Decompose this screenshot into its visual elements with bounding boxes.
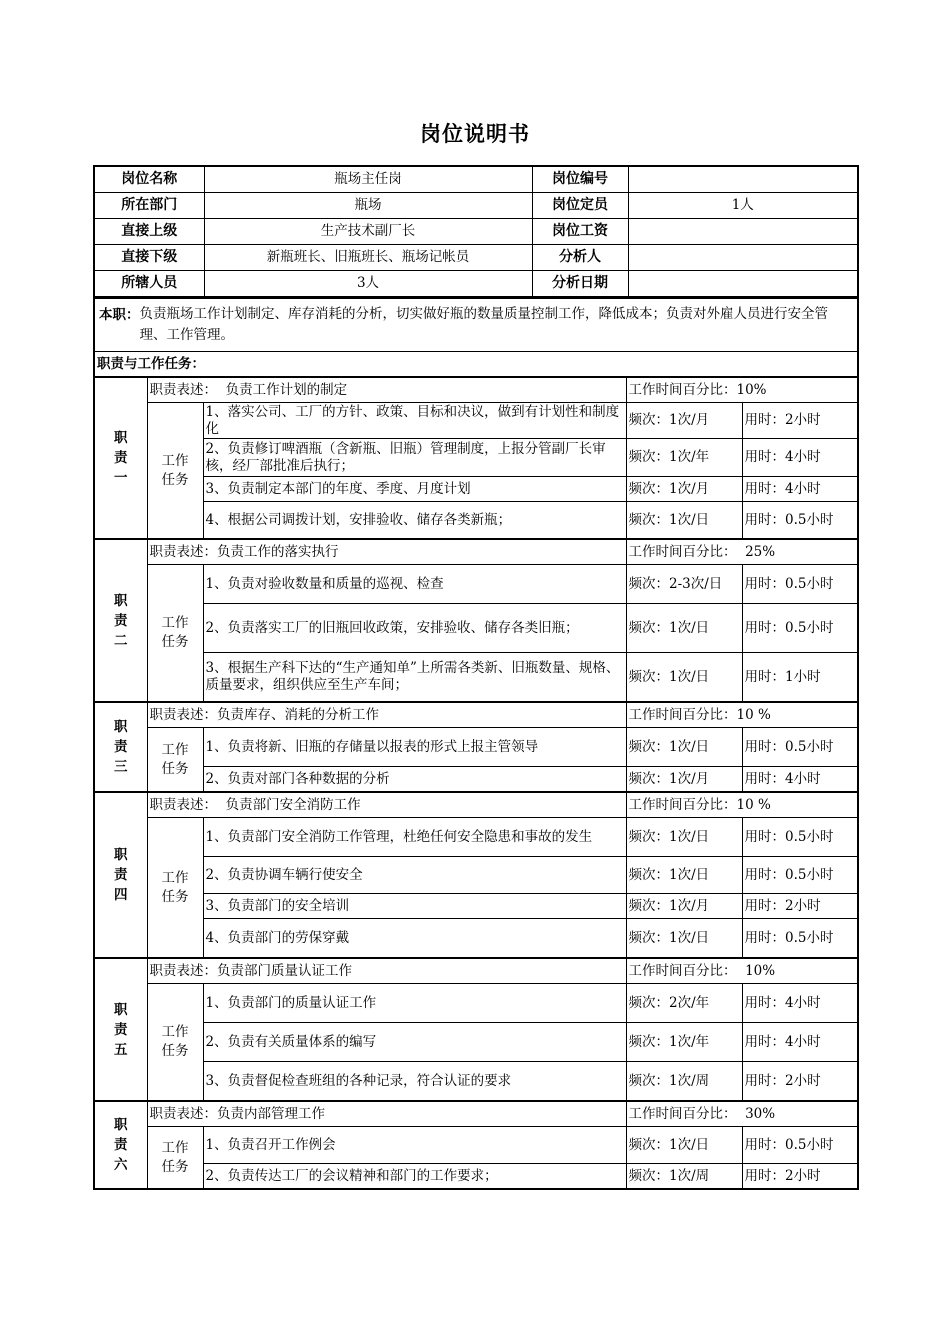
duty-description: 职责表述：负责库存、消耗的分析工作 <box>147 702 626 728</box>
task-text: 2、负责传达工厂的会议精神和部门的工作要求； <box>203 1164 626 1190</box>
task-text: 2、负责落实工厂的旧瓶回收政策，安排验收、储存各类旧瓶； <box>203 604 626 653</box>
task-duration: 用时：4小时 <box>742 439 858 477</box>
task-row <box>94 439 858 477</box>
duty-time-percent: 工作时间百分比：10 % <box>626 792 858 818</box>
position-name-label: 岗位名称 <box>94 166 204 193</box>
task-duration: 用时：0.5小时 <box>742 818 858 857</box>
info-row <box>94 245 858 271</box>
task-frequency: 频次：2-3次/日 <box>626 565 742 604</box>
task-duration: 用时：0.5小时 <box>742 1127 858 1164</box>
benzhi-label: 本职： <box>99 307 140 323</box>
info-row <box>94 271 858 298</box>
duty-time-percent: 工作时间百分比：10% <box>626 377 858 403</box>
duty-description: 职责表述： 负责部门安全消防工作 <box>147 792 626 818</box>
task-frequency: 频次：1次/月 <box>626 477 742 502</box>
subordinate-label: 直接下级 <box>94 245 204 271</box>
duty-name: 职责二 <box>94 539 147 702</box>
task-row <box>94 818 858 857</box>
duty-time-percent: 工作时间百分比：10 % <box>626 702 858 728</box>
department-label: 所在部门 <box>94 193 204 219</box>
task-text: 2、负责协调车辆行使安全 <box>203 857 626 894</box>
task-text: 1、负责将新、旧瓶的存储量以报表的形式上报主管领导 <box>203 728 626 767</box>
task-frequency: 频次：1次/月 <box>626 403 742 439</box>
task-frequency: 频次：1次/日 <box>626 604 742 653</box>
task-frequency: 频次：1次/日 <box>626 857 742 894</box>
section-header: 职责与工作任务： <box>94 352 858 378</box>
task-row <box>94 1062 858 1102</box>
task-duration: 用时：4小时 <box>742 1023 858 1062</box>
task-frequency: 频次：1次/周 <box>626 1164 742 1190</box>
task-label: 工作任务 <box>147 403 203 540</box>
task-frequency: 频次：1次/月 <box>626 767 742 793</box>
task-text: 2、负责对部门各种数据的分析 <box>203 767 626 793</box>
superior-value: 生产技术副厂长 <box>204 219 532 245</box>
task-duration: 用时：0.5小时 <box>742 919 858 959</box>
task-duration: 用时：4小时 <box>742 477 858 502</box>
task-row <box>94 728 858 767</box>
benzhi-text: 负责瓶场工作计划制定、库存消耗的分析，切实做好瓶的数量质量控制工作，降低成本；负责对外雇人员进行安全管理、工作管理。 <box>139 306 828 343</box>
task-row <box>94 565 858 604</box>
task-frequency: 频次：1次/日 <box>626 919 742 959</box>
task-frequency: 频次：1次/周 <box>626 1062 742 1102</box>
task-frequency: 频次：1次/日 <box>626 818 742 857</box>
task-duration: 用时：0.5小时 <box>742 565 858 604</box>
analysis-date-label: 分析日期 <box>532 271 628 298</box>
task-row <box>94 767 858 793</box>
task-duration: 用时：0.5小时 <box>742 502 858 540</box>
benzhi-row <box>94 299 858 352</box>
duty-name: 职责五 <box>94 958 147 1101</box>
task-text: 4、负责部门的劳保穿戴 <box>203 919 626 959</box>
task-duration: 用时：2小时 <box>742 403 858 439</box>
duties-table <box>93 298 859 1190</box>
duty-description: 职责表述：负责工作的落实执行 <box>147 539 626 565</box>
duty-description: 职责表述： 负责工作计划的制定 <box>147 377 626 403</box>
task-duration: 用时：2小时 <box>742 1164 858 1190</box>
staff-label: 所辖人员 <box>94 271 204 298</box>
task-text: 1、负责部门的质量认证工作 <box>203 984 626 1023</box>
task-row <box>94 477 858 502</box>
task-duration: 用时：1小时 <box>742 653 858 703</box>
page-title: 岗位说明书 <box>420 122 530 146</box>
task-frequency: 频次：1次/日 <box>626 502 742 540</box>
duty-desc-row <box>94 702 858 728</box>
task-frequency: 频次：1次/年 <box>626 1023 742 1062</box>
task-duration: 用时：0.5小时 <box>742 604 858 653</box>
duty-desc-row <box>94 1101 858 1127</box>
task-duration: 用时：2小时 <box>742 1062 858 1102</box>
task-duration: 用时：0.5小时 <box>742 728 858 767</box>
task-row <box>94 653 858 703</box>
task-text: 1、落实公司、工厂的方针、政策、目标和决议，做到有计划性和制度化 <box>203 403 626 439</box>
salary-label: 岗位工资 <box>532 219 628 245</box>
task-duration: 用时：4小时 <box>742 984 858 1023</box>
task-label: 工作任务 <box>147 984 203 1102</box>
duty-name: 职责三 <box>94 702 147 792</box>
section-header-row <box>94 352 858 378</box>
task-text: 3、根据生产科下达的“生产通知单”上所需各类新、旧瓶数量、规格、质量要求，组织供应至生产车间； <box>203 653 626 703</box>
duty-desc-row <box>94 792 858 818</box>
task-text: 3、负责部门的安全培训 <box>203 894 626 919</box>
duty-description: 职责表述：负责内部管理工作 <box>147 1101 626 1127</box>
task-row <box>94 1023 858 1062</box>
task-row <box>94 919 858 959</box>
duty-time-percent: 工作时间百分比： 30% <box>626 1101 858 1127</box>
task-row <box>94 984 858 1023</box>
duty-desc-row <box>94 377 858 403</box>
duty-desc-row <box>94 539 858 565</box>
headcount-label: 岗位定员 <box>532 193 628 219</box>
duty-name: 职责四 <box>94 792 147 958</box>
task-text: 3、负责制定本部门的年度、季度、月度计划 <box>203 477 626 502</box>
task-text: 1、负责部门安全消防工作管理，杜绝任何安全隐患和事故的发生 <box>203 818 626 857</box>
task-text: 1、负责召开工作例会 <box>203 1127 626 1164</box>
task-frequency: 频次：1次/日 <box>626 1127 742 1164</box>
task-row <box>94 502 858 540</box>
duty-description: 职责表述：负责部门质量认证工作 <box>147 958 626 984</box>
duty-desc-row <box>94 958 858 984</box>
subordinate-value: 新瓶班长、旧瓶班长、瓶场记帐员 <box>204 245 532 271</box>
task-row <box>94 857 858 894</box>
duty-name: 职责一 <box>94 377 147 539</box>
task-label: 工作任务 <box>147 565 203 703</box>
task-label: 工作任务 <box>147 818 203 959</box>
salary-value <box>628 219 858 245</box>
headcount-value: 1人 <box>628 193 858 219</box>
position-code-label: 岗位编号 <box>532 166 628 193</box>
analyst-label: 分析人 <box>532 245 628 271</box>
task-frequency: 频次：1次/日 <box>626 653 742 703</box>
info-row <box>94 166 858 193</box>
task-frequency: 频次：1次/日 <box>626 728 742 767</box>
duty-time-percent: 工作时间百分比： 10% <box>626 958 858 984</box>
info-row <box>94 193 858 219</box>
analysis-date-value <box>628 271 858 298</box>
duty-name: 职责六 <box>94 1101 147 1189</box>
task-duration: 用时：2小时 <box>742 894 858 919</box>
task-text: 2、负责有关质量体系的编写 <box>203 1023 626 1062</box>
task-frequency: 频次：1次/月 <box>626 894 742 919</box>
duty-time-percent: 工作时间百分比： 25% <box>626 539 858 565</box>
task-label: 工作任务 <box>147 1127 203 1190</box>
basic-info-table <box>93 165 859 298</box>
task-row <box>94 1127 858 1164</box>
task-row <box>94 894 858 919</box>
task-row <box>94 604 858 653</box>
info-row <box>94 219 858 245</box>
task-row <box>94 403 858 439</box>
position-name-value: 瓶场主任岗 <box>204 166 532 193</box>
task-label: 工作任务 <box>147 728 203 793</box>
superior-label: 直接上级 <box>94 219 204 245</box>
position-code-value <box>628 166 858 193</box>
task-text: 4、根据公司调拨计划，安排验收、储存各类新瓶； <box>203 502 626 540</box>
task-duration: 用时：4小时 <box>742 767 858 793</box>
task-text: 1、负责对验收数量和质量的巡视、检查 <box>203 565 626 604</box>
task-frequency: 频次：1次/年 <box>626 439 742 477</box>
staff-value: 3人 <box>204 271 532 298</box>
department-value: 瓶场 <box>204 193 532 219</box>
task-duration: 用时：0.5小时 <box>742 857 858 894</box>
task-text: 3、负责督促检查班组的各种记录，符合认证的要求 <box>203 1062 626 1102</box>
task-text: 2、负责修订啤酒瓶（含新瓶、旧瓶）管理制度，上报分管副厂长审核，经厂部批准后执行； <box>203 439 626 477</box>
task-row <box>94 1164 858 1190</box>
task-frequency: 频次：2次/年 <box>626 984 742 1023</box>
analyst-value <box>628 245 858 271</box>
